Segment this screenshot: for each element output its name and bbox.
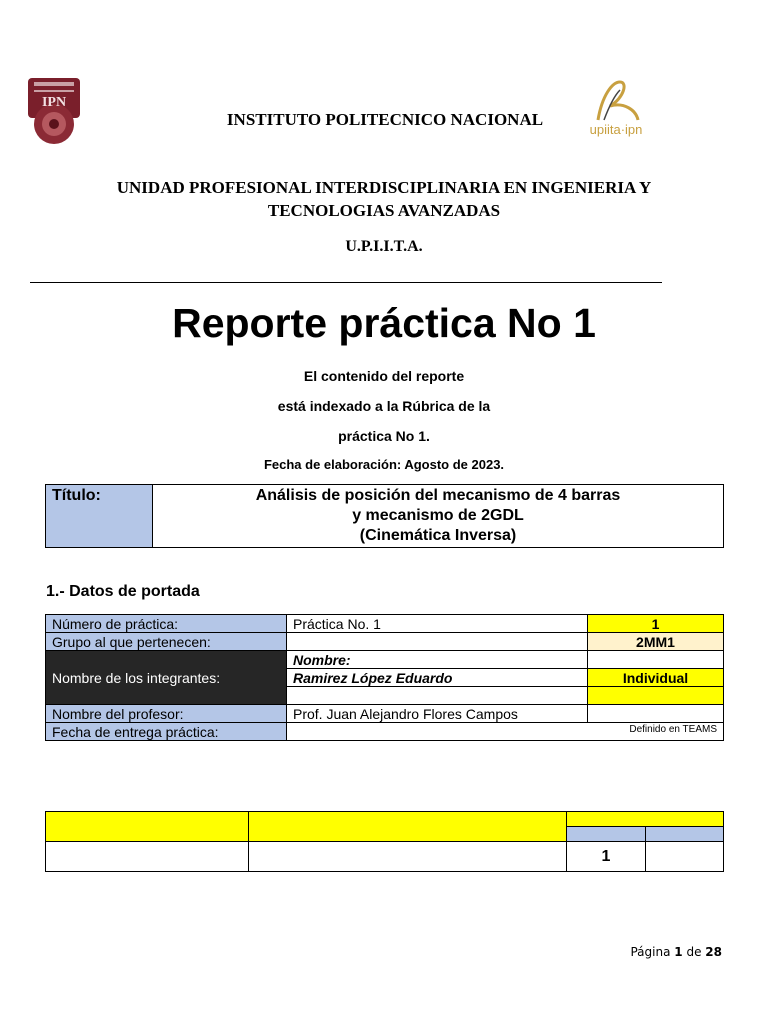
- delivery-note: Definido en TEAMS: [629, 724, 717, 735]
- grading-table: [45, 811, 724, 872]
- member-type: Individual: [588, 669, 724, 687]
- header-divider: [30, 282, 662, 283]
- grading-subheader-1: [567, 827, 646, 842]
- date-line: Fecha de elaboración: Agosto de 2023.: [263, 457, 505, 472]
- professor-empty: [588, 705, 724, 723]
- title-table: [45, 484, 724, 548]
- group-label: Grupo al que pertenecen:: [46, 633, 287, 651]
- unit-name-line2: TECNOLOGIAS AVANZADAS: [267, 201, 501, 220]
- member-empty-yellow: [588, 687, 724, 705]
- member-empty: [287, 687, 588, 705]
- member-name: Ramirez López Eduardo: [287, 669, 588, 687]
- grading-cell-2: [249, 842, 567, 872]
- ipn-logo-graphic: [24, 76, 84, 148]
- delivery-value: [287, 723, 724, 741]
- practice-label: Número de práctica:: [46, 615, 287, 633]
- practice-number: 1: [588, 615, 724, 633]
- page-footer: [630, 945, 722, 959]
- footer-of-word: de: [686, 945, 702, 959]
- grading-subheader-2: [646, 827, 724, 842]
- unit-name-line1: UNIDAD PROFESIONAL INTERDISCIPLINARIA EN INGENIERIA Y: [116, 178, 652, 197]
- intro-line1: El contenido del reporte: [303, 368, 465, 384]
- professor-label: Nombre del profesor:: [46, 705, 287, 723]
- grading-header-2: [249, 812, 567, 842]
- institute-name: INSTITUTO POLITECNICO NACIONAL: [226, 110, 544, 129]
- title-label: [46, 485, 153, 548]
- intro-line2: está indexado a la Rúbrica de la: [277, 398, 491, 414]
- title-value-line3: (Cinemática Inversa): [359, 527, 517, 544]
- group-value: 2MM1: [588, 633, 724, 651]
- title-value: [153, 485, 724, 548]
- report-title: Reporte práctica No 1: [172, 300, 596, 346]
- title-value-line1: Análisis de posición del mecanismo de 4 barras: [255, 487, 621, 504]
- name-header-empty: [588, 651, 724, 669]
- footer-page-num: 1: [674, 945, 683, 959]
- intro-line3: práctica No 1.: [338, 428, 430, 444]
- practice-value: Práctica No. 1: [287, 615, 588, 633]
- delivery-label: Fecha de entrega práctica:: [46, 723, 287, 741]
- ipn-logo-text: IPN: [41, 95, 67, 110]
- professor-value: Prof. Juan Alejandro Flores Campos: [287, 705, 588, 723]
- grading-cell-4: [646, 842, 724, 872]
- upiita-logo-text: upiita·ipn: [589, 122, 643, 137]
- footer-total: 28: [705, 945, 722, 959]
- title-label-text: Título:: [52, 487, 101, 504]
- grading-header-3: [567, 812, 724, 827]
- cover-table: [45, 614, 724, 741]
- footer-page-word: Página: [630, 945, 671, 959]
- members-label: Nombre de los integrantes:: [46, 651, 287, 705]
- title-value-line2: y mecanismo de 2GDL: [352, 507, 524, 524]
- group-value-empty: [287, 633, 588, 651]
- grading-cell-1: [46, 842, 249, 872]
- unit-acronym: U.P.I.I.T.A.: [345, 238, 423, 255]
- grading-cell-value: 1: [567, 842, 646, 872]
- name-header: Nombre:: [287, 651, 588, 669]
- section1-heading: 1.- Datos de portada: [46, 583, 200, 600]
- grading-header-1: [46, 812, 249, 842]
- ipn-logo: [24, 76, 84, 148]
